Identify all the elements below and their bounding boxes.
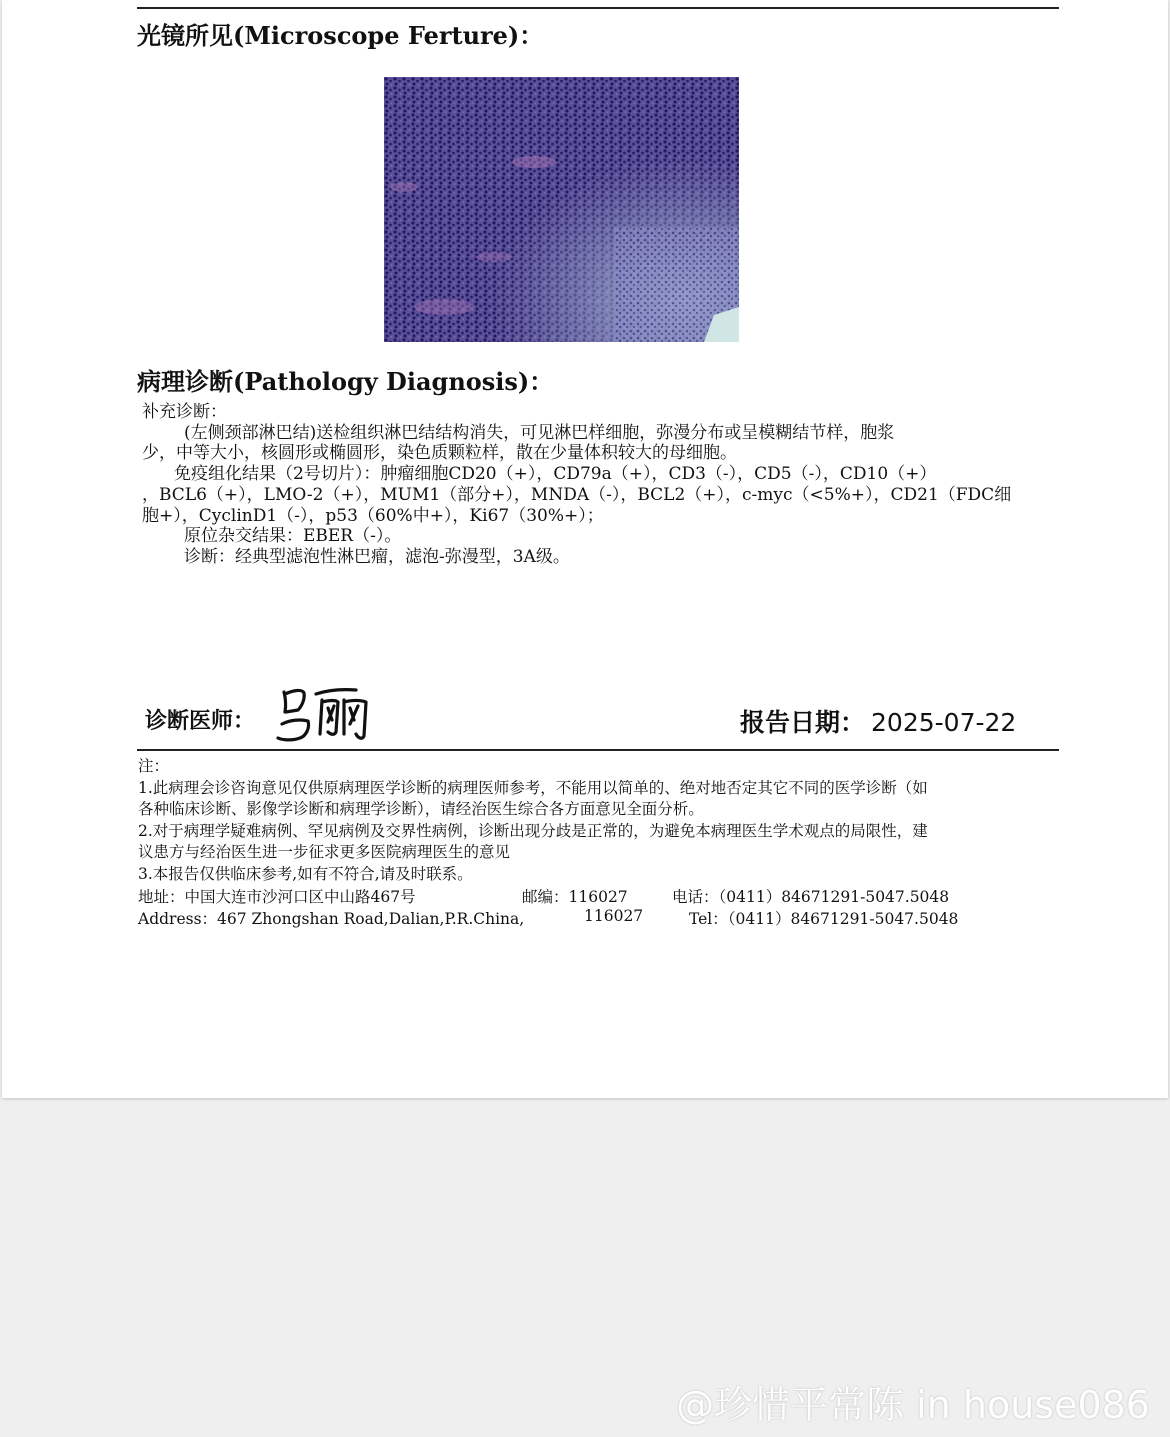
pathology-heading: 病理诊断(Pathology Diagnosis)： (137, 367, 554, 396)
postcode-cn: 邮编：116027 (522, 888, 628, 906)
note-line: 注： (138, 757, 170, 775)
tel-en: Tel：（0411）84671291-5047.5048 (689, 910, 959, 928)
footer-rule (137, 749, 1059, 751)
watermark: @珍惜平常陈 in house086 (676, 1383, 1150, 1427)
note-line: 3.本报告仅供临床参考,如有不符合,请及时联系。 (138, 864, 473, 883)
notes-section (138, 756, 1058, 885)
note-line: 1.此病理会诊咨询意见仅供原病理医学诊断的病理医师参考，不能用以简单的、绝对地否定其它不同的医学诊断（如 (138, 778, 928, 797)
note-line: 议患方与经治医生进一步征求更多医院病理医生的意见 (138, 843, 511, 861)
doctor-label: 诊断医师： (145, 709, 256, 734)
diagnosis-line: 原位杂交结果：EBER（-）。 (184, 526, 402, 547)
microscope-heading: 光镜所见(Microscope Ferture)： (137, 21, 544, 50)
diagnosis-line: 胞+），CyclinD1（-），p53（60%中+），Ki67（30%+）； (142, 505, 604, 526)
diagnosis-line: 免疫组化结果（2号切片）：肿瘤细胞CD20（+），CD79a（+），CD3（-），CD5（-），CD10（+） (174, 464, 937, 485)
diagnosis-line: (左侧颈部淋巴结)送检组织淋巴结结构消失，可见淋巴样细胞，弥漫分布或呈模糊结节样，胞浆 (184, 422, 895, 443)
note-line: 各种临床诊断、影像学诊断和病理学诊断），请经治医生综合各方面意见全面分析。 (138, 800, 704, 818)
report-date (740, 703, 1016, 739)
diagnosis-line: 诊断：经典型滤泡性淋巴瘤，滤泡-弥漫型，3A级。 (184, 546, 570, 567)
note-line: 2.对于病理学疑难病例、罕见病例及交界性病例，诊断出现分歧是正常的，为避免本病理医生学术观点的局限性，建 (138, 821, 928, 840)
tel-cn: 电话：（0411）84671291-5047.5048 (672, 888, 950, 906)
diagnosis-line: 补充诊断： (142, 402, 227, 422)
date-label: 报告日期： (740, 708, 866, 737)
diagnosis-text (142, 402, 1057, 568)
address-en-text: Address：467 Zhongshan Road,Dalian,P.R.China, (138, 910, 525, 928)
microscope-image (384, 77, 739, 342)
top-rule (137, 7, 1059, 9)
postcode-en: 116027 (584, 907, 644, 925)
address-cn-text: 地址：中国大连市沙河口区中山路467号 (138, 888, 416, 906)
diagnosis-line: 少，中等大小，核圆形或椭圆形，染色质颗粒样，散在少量体积较大的母细胞。 (142, 443, 737, 464)
diagnosis-line: ，BCL6（+），LMO-2（+），MUM1（部分+），MNDA（-），BCL2（+），c-myc（<5%+），CD21（FDC细 (142, 484, 1012, 505)
signature-image (272, 684, 382, 746)
date-value: 2025-07-22 (871, 708, 1017, 737)
